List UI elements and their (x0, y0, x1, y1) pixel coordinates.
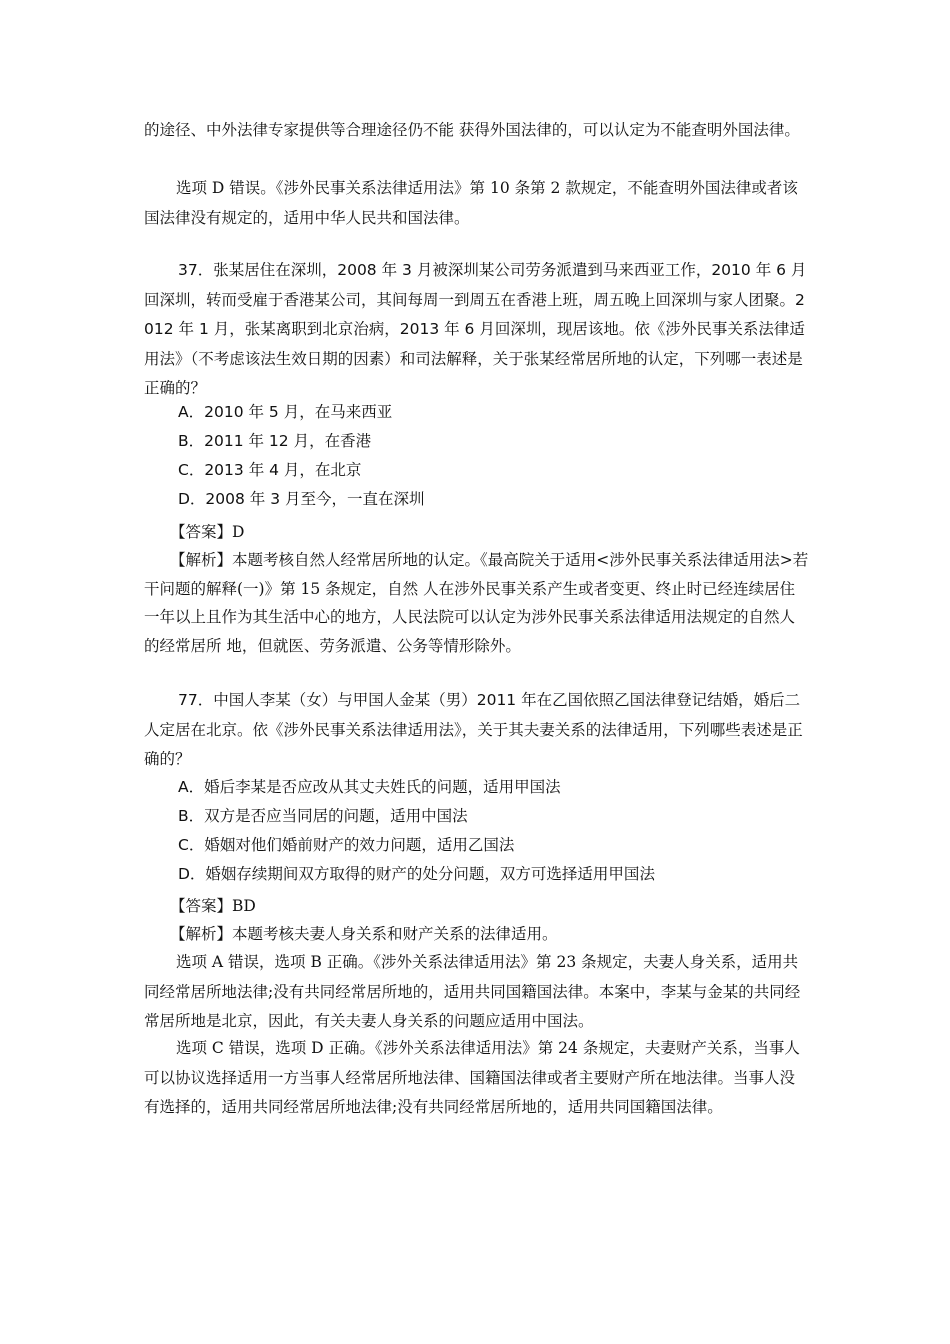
question-77-stem: 77．中国人李某（女）与甲国人金某（男）2011 年在乙国依照乙国法律登记结婚，婚后二人定居在北京。依《涉外民事关系法律适用法》，关于其夫妻关系的法律适用，下列哪些表述是正确的？ (144, 691, 803, 768)
question-37-option-a: A．2010 年 5 月，在马来西亚 (178, 403, 393, 421)
question-77-paragraph-1: 选项 A 错误，选项 B 正确。《涉外关系法律适用法》第 23 条规定，夫妻人身关系，适用共同经常居所地法律;没有共同经常居所地的，适用共同国籍国法律。本案中，李某与金某的共同经常居所地是北京，因此，有关夫妻人身关系的问题应适用中国法。 (144, 953, 801, 1030)
question-77-option-a: A．婚后李某是否应改从其丈夫姓氏的问题，适用甲国法 (178, 778, 561, 796)
question-77-paragraph-2: 选项 C 错误，选项 D 正确。《涉外关系法律适用法》第 24 条规定，夫妻财产关系，当事人可以协议选择适用一方当事人经常居所地法律、国籍国法律或者主要财产所在地法律。当事人没有选择的，适用共同经常居所地法律;没有共同经常居所地的，适用共同国籍国法律。 (144, 1039, 800, 1116)
question-37-option-c: C．2013 年 4 月，在北京 (178, 461, 362, 479)
intro-paragraph-2: 选项 D 错误。《涉外民事关系法律适用法》第 10 条第 2 款规定，不能查明外国法律或者该国法律没有规定的，适用中华人民共和国法律。 (144, 179, 798, 227)
intro-paragraph-1: 的途径、中外法律专家提供等合理途径仍不能 获得外国法律的，可以认定为不能查明外国法律。 (144, 121, 800, 139)
question-37-stem: 37．张某居住在深圳，2008 年 3 月被深圳某公司劳务派遣到马来西亚工作，2010 年 6 月回深圳，转而受雇于香港某公司，其间每周一到周五在香港上班，周五晚上回深圳与家人团聚。2012 年 1 月，张某离职到北京治病，2013 年 6 月回深圳，现居该地。依《涉外民事关系法律适用法》（不考虑该法生效日期的因素）和司法解释，关于张某经常居所地的认定，下列哪一表述是正确的？ (144, 261, 807, 397)
question-77-option-b: B．双方是否应当同居的问题，适用中国法 (178, 807, 468, 825)
question-37-analysis: 【解析】本题考核自然人经常居所地的认定。《最高院关于适用<涉外民事关系法律适用法>若干问题的解释(一)》第 15 条规定，自然 人在涉外民事关系产生或者变更、终止时已经连续居住一年以上且作为其生活中心的地方，人民法院可以认定为涉外民事关系法律适用法规定的自然人的经常居所 地，但就医、劳务派遣、公务等情形除外。 (144, 551, 809, 655)
question-77-option-d: D．婚姻存续期间双方取得的财产的处分问题，双方可选择适用甲国法 (178, 865, 655, 883)
question-37-option-b: B．2011 年 12 月，在香港 (178, 432, 372, 450)
question-77-analysis: 【解析】本题考核夫妻人身关系和财产关系的法律适用。 (170, 925, 558, 943)
question-37-option-d: D．2008 年 3 月至今，一直在深圳 (178, 490, 425, 508)
question-37-answer: 【答案】D (170, 523, 245, 541)
question-77-answer: 【答案】BD (170, 897, 256, 915)
question-77-option-c: C．婚姻对他们婚前财产的效力问题，适用乙国法 (178, 836, 515, 854)
